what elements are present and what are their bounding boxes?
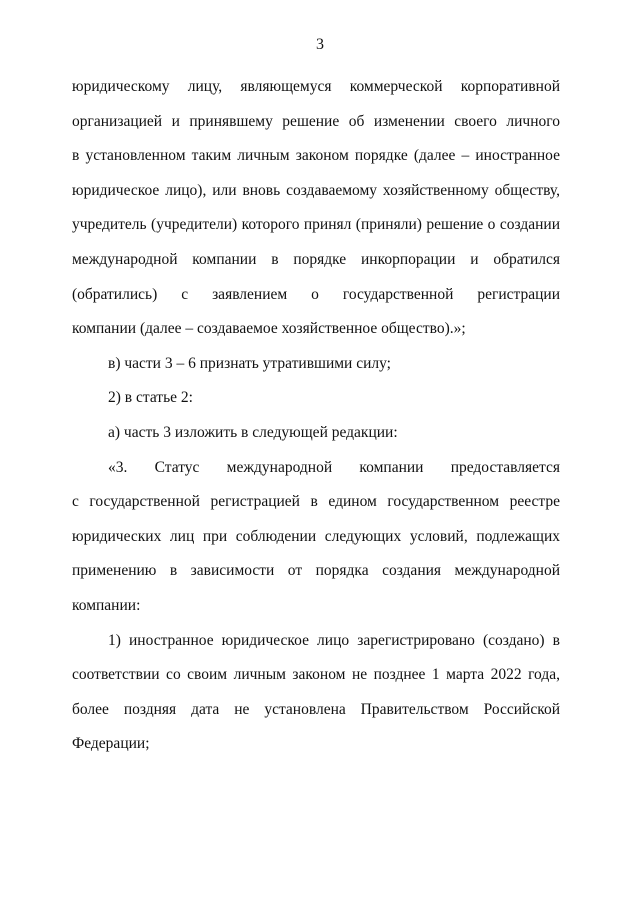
text-line: учредитель (учредители) которого принял (приняли) решение о создании — [72, 216, 560, 234]
text-line: с государственной регистрацией в едином государственном реестре — [72, 493, 560, 511]
text-line: а) часть 3 изложить в следующей редакции: — [108, 423, 398, 441]
text-line: юридическое лицо), или вновь создаваемому хозяйственному обществу, — [72, 181, 560, 199]
text-line: компании (далее – создаваемое хозяйственное общество).»; — [72, 320, 466, 338]
text-line: применению в зависимости от порядка создания международной — [72, 562, 560, 580]
page-number: 3 — [316, 36, 324, 53]
text-line: «3. Статус международной компании предоставляется — [108, 458, 560, 476]
text-line: в) части 3 – 6 признать утратившими силу; — [108, 354, 391, 372]
text-line: компании: — [72, 596, 141, 614]
text-line: (обратились) с заявлением о государственной регистрации — [72, 285, 560, 303]
text-line: 1) иностранное юридическое лицо зарегистрировано (создано) в — [108, 631, 560, 649]
text-line: более поздняя дата не установлена Правительством Российской — [72, 700, 560, 718]
text-line: организацией и принявшему решение об изменении своего личного — [72, 112, 560, 130]
text-line: 2) в статье 2: — [108, 389, 193, 407]
text-line: международной компании в порядке инкорпорации и обратился — [72, 250, 560, 268]
text-line: юридическому лицу, являющемуся коммерческой корпоративной — [72, 78, 560, 95]
text-line: юридических лиц при соблюдении следующих условий, подлежащих — [72, 527, 560, 545]
text-line: в установленном таким личным законом порядке (далее – иностранное — [72, 147, 560, 165]
text-line: Федерации; — [72, 735, 150, 753]
text-line: соответствии со своим личным законом не позднее 1 марта 2022 года, — [72, 666, 560, 684]
document-body — [72, 70, 560, 762]
